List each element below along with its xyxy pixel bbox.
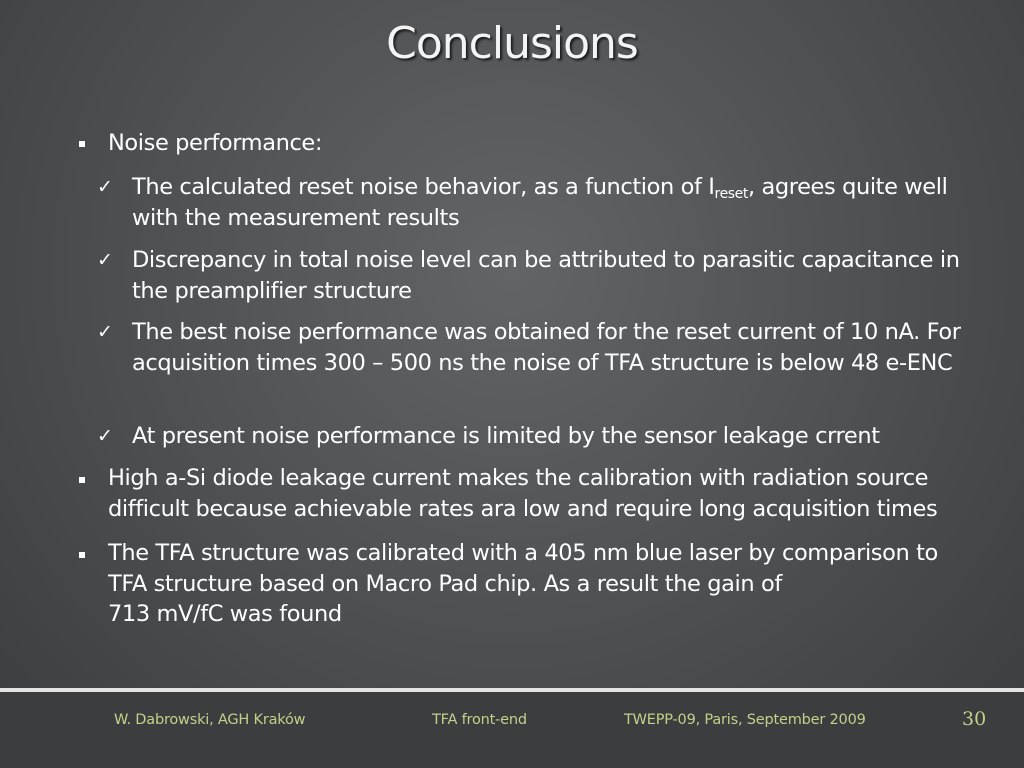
sub-bullet-reset-noise-text-end: , agrees quite well with the measurement results [132, 174, 948, 231]
page-number: 30 [962, 708, 987, 730]
square-bullet-icon [79, 477, 85, 483]
sub-bullet-reset-noise [132, 172, 990, 233]
bullet-calibration [108, 538, 988, 630]
bullet-calibration-gain: 713 mV/fC was found [108, 601, 342, 627]
footer-topic: TFA front-end [432, 712, 527, 728]
bullet-calibration-text: The TFA structure was calibrated with a 405 nm blue laser by comparison to TFA structure based on Macro Pad chip. As a result the gain of [108, 540, 938, 597]
checkmark-icon: ✓ [97, 176, 113, 198]
bullet-leakage-current: High a-Si diode leakage current makes the calibration with radiation source difficult because achievable rates ara low and require long acquisition times [108, 465, 938, 522]
bullet-noise-performance: Noise performance: [108, 130, 323, 156]
footer-event: TWEPP-09, Paris, September 2009 [624, 712, 866, 728]
square-bullet-icon [79, 141, 85, 147]
checkmark-icon: ✓ [97, 249, 113, 271]
sub-bullet-best-noise: The best noise performance was obtained for the reset current of 10 nA. For acquisition times 300 – 500 ns the noise of TFA structure is below 48 e-ENC [132, 319, 961, 376]
sub-bullet-leakage-limit: At present noise performance is limited by the sensor leakage crrent [132, 423, 880, 449]
square-bullet-icon [79, 552, 85, 558]
footer-bar [0, 692, 1024, 768]
checkmark-icon: ✓ [97, 425, 113, 447]
sub-bullet-reset-noise-text: The calculated reset noise behavior, as a function of I [132, 174, 715, 200]
slide-title: Conclusions [386, 18, 638, 69]
sub-bullet-discrepancy: Discrepancy in total noise level can be attributed to parasitic capacitance in the preamplifier structure [132, 247, 960, 304]
footer-author: W. Dabrowski, AGH Kraków [114, 712, 306, 728]
checkmark-icon: ✓ [97, 321, 113, 343]
subscript-reset: reset [714, 186, 748, 202]
